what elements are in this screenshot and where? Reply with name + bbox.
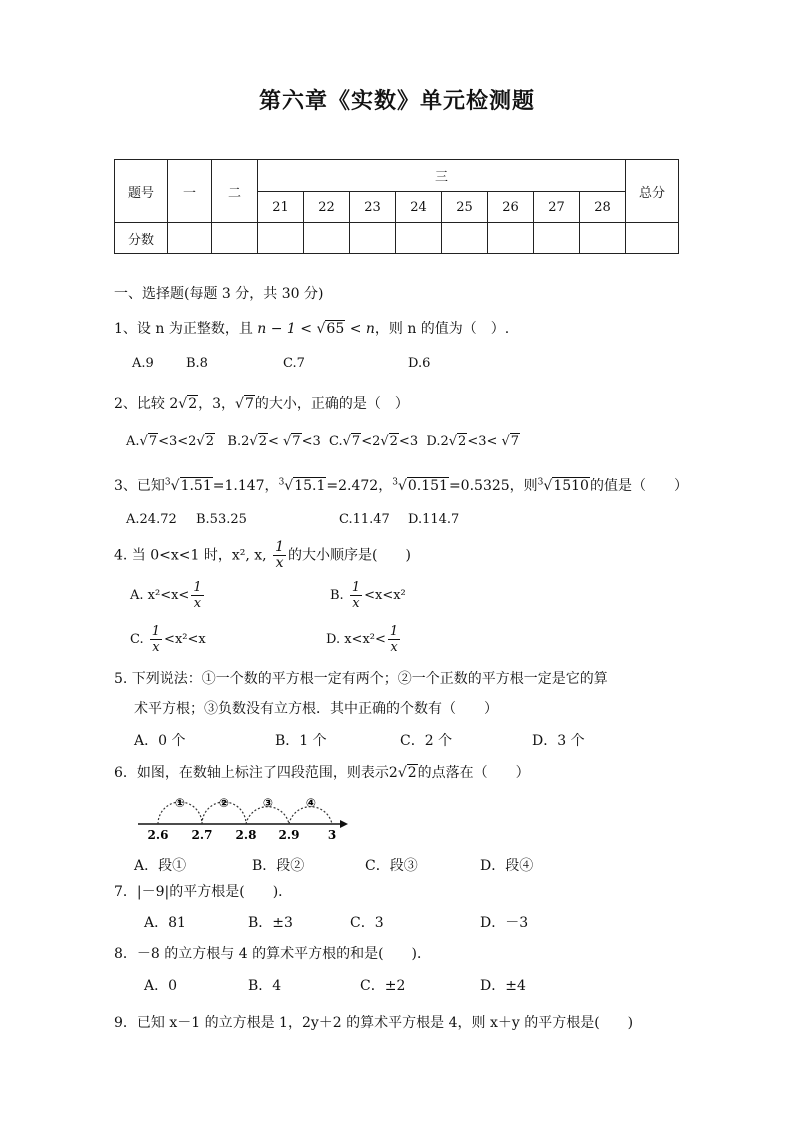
- score-cell[interactable]: [396, 223, 442, 254]
- score-cell[interactable]: [168, 223, 212, 254]
- section-heading: 一、选择题(每题 3 分，共 30 分): [114, 286, 324, 302]
- segment-label: ②: [218, 796, 230, 810]
- question-7: 7．|－9|的平方根是( )．: [114, 884, 293, 900]
- number-line-figure: [134, 790, 356, 842]
- question-6: 6．如图，在数轴上标注了四段范围，则表示2√2的点落在（ ）: [114, 765, 530, 781]
- q7-option-a[interactable]: A．81: [144, 915, 186, 931]
- q3-option-d[interactable]: D.114.7: [408, 512, 460, 527]
- q2-option-d[interactable]: D.2√2<3< √7: [426, 434, 520, 449]
- sub-col: 25: [442, 192, 488, 223]
- q8-option-c[interactable]: C．±2: [360, 978, 406, 994]
- score-cell[interactable]: [258, 223, 304, 254]
- segment-label: ④: [305, 796, 317, 810]
- question-8: 8．－8 的立方根与 4 的算术平方根的和是( )．: [114, 946, 431, 962]
- page-title: 第六章《实数》单元检测题: [258, 88, 535, 114]
- q4-option-d[interactable]: D. x<x²< $\frac{1}{x}$: [326, 624, 399, 655]
- tick-label: 2.9: [278, 828, 300, 842]
- q7-option-c[interactable]: C．3: [350, 915, 384, 931]
- tick-label: 2.6: [147, 828, 169, 842]
- col-1: 一: [168, 160, 212, 223]
- q1-option-d[interactable]: D.6: [408, 356, 431, 371]
- q4-option-b[interactable]: B. $\frac{1}{x}$ <x<x²: [330, 580, 406, 611]
- sub-col: 24: [396, 192, 442, 223]
- sub-col: 23: [350, 192, 396, 223]
- q2-options: [126, 434, 520, 449]
- q8-option-d[interactable]: D．±4: [480, 978, 526, 994]
- q3-option-c[interactable]: C.11.47: [339, 512, 390, 527]
- score-cell[interactable]: [442, 223, 488, 254]
- q1-option-b[interactable]: B.8: [186, 356, 208, 371]
- q7-option-d[interactable]: D．－3: [480, 915, 529, 931]
- q3-option-a[interactable]: A.24.72: [126, 512, 177, 527]
- q5-option-b[interactable]: B．1 个: [275, 733, 327, 749]
- segment-label: ①: [174, 796, 186, 810]
- score-cell[interactable]: [580, 223, 626, 254]
- q6-option-a[interactable]: A．段①: [134, 858, 187, 874]
- q5-option-c[interactable]: C．2 个: [400, 733, 453, 749]
- q4-option-c[interactable]: C. $\frac{1}{x}$ <x²<x: [130, 624, 206, 655]
- q7-option-b[interactable]: B．±3: [248, 915, 293, 931]
- col-3: 三: [258, 160, 626, 192]
- sub-col: 22: [304, 192, 350, 223]
- q6-option-d[interactable]: D．段④: [480, 858, 534, 874]
- question-2: 2、比较 2√2，3，√7的大小，正确的是（ ）: [114, 396, 409, 412]
- sub-col: 21: [258, 192, 304, 223]
- question-9: 9．已知 x－1 的立方根是 1，2y＋2 的算术平方根是 4，则 x＋y 的平方根是( ): [114, 1015, 634, 1031]
- col-2: 二: [212, 160, 258, 223]
- question-3: 3、已知$^3$√1.51=1.147，$^3$√15.1=2.472，$^3$√0.151=0.5325，则$^3$√1510的值是（ ）: [114, 477, 688, 494]
- question-5-line-1: 5. 下列说法：①一个数的平方根一定有两个；②一个正数的平方根一定是它的算: [114, 671, 608, 687]
- qnum-label: 题号: [115, 160, 168, 223]
- sub-col: 28: [580, 192, 626, 223]
- tick-label: 2.7: [191, 828, 213, 842]
- q5-option-a[interactable]: A．0 个: [134, 733, 186, 749]
- score-label: 分数: [115, 223, 168, 254]
- question-5-line-2: 术平方根；③负数没有立方根．其中正确的个数有（ ）: [134, 701, 498, 717]
- question-1: 1、设 n 为正整数，且 n − 1 < √65 < n，则 n 的值为（ ）.: [114, 321, 510, 337]
- q2-option-c[interactable]: C.√7<2√2<3: [329, 434, 419, 449]
- axis-arrow-icon: [340, 820, 348, 828]
- score-cell[interactable]: [626, 223, 679, 254]
- q5-option-d[interactable]: D．3 个: [532, 733, 585, 749]
- tick-label: 3: [327, 828, 337, 842]
- score-cell[interactable]: [534, 223, 580, 254]
- q6-option-c[interactable]: C．段③: [365, 858, 418, 874]
- q3-option-b[interactable]: B.53.25: [196, 512, 247, 527]
- q4-option-a[interactable]: A. x²<x< $\frac{1}{x}$: [130, 580, 202, 611]
- score-cell[interactable]: [350, 223, 396, 254]
- q2-option-a[interactable]: A.√7<3<2√2: [126, 434, 215, 449]
- q2-option-b[interactable]: B.2√2< √7<3: [227, 434, 321, 449]
- q1-option-a[interactable]: A.9: [132, 356, 154, 371]
- score-cell[interactable]: [488, 223, 534, 254]
- total-label: 总分: [626, 160, 679, 223]
- q8-option-a[interactable]: A．0: [144, 978, 178, 994]
- question-4: 4. 当 0<x<1 时，x², x, $\frac{1}{x}$ 的大小顺序是( ): [114, 539, 411, 571]
- tick-label: 2.8: [235, 828, 257, 842]
- q8-option-b[interactable]: B．4: [248, 978, 282, 994]
- sub-col: 27: [534, 192, 580, 223]
- score-cell[interactable]: [212, 223, 258, 254]
- segment-label: ③: [262, 796, 274, 810]
- q1-option-c[interactable]: C.7: [283, 356, 305, 371]
- sub-col: 26: [488, 192, 534, 223]
- score-table: [114, 159, 679, 254]
- score-cell[interactable]: [304, 223, 350, 254]
- q6-option-b[interactable]: B．段②: [252, 858, 305, 874]
